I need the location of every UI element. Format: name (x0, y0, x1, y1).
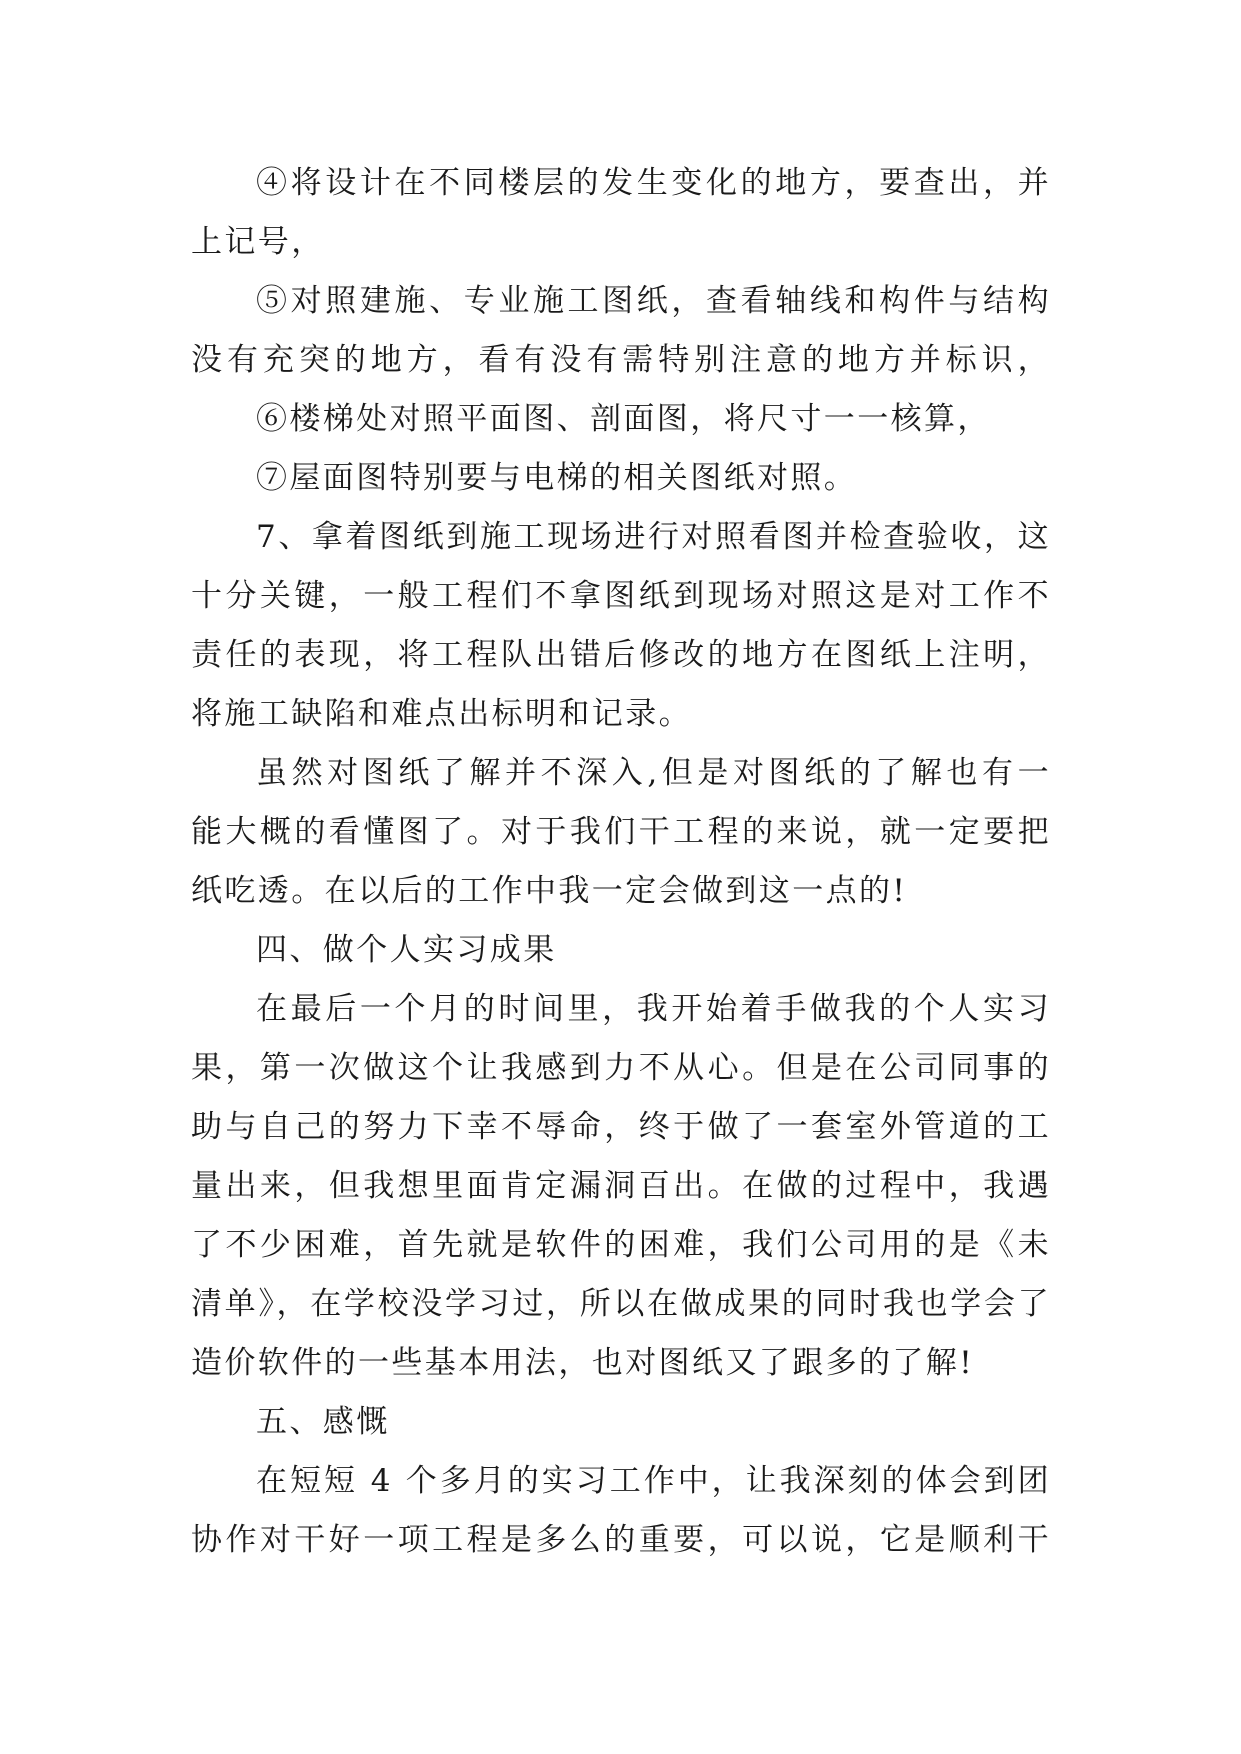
text-line: 7、拿着图纸到施工现场进行对照看图并检查验收，这 (256, 519, 1051, 555)
text-line: 量出来，但我想里面肯定漏洞百出。在做的过程中，我遇 (191, 1168, 1051, 1204)
text-line: 十分关键，一般工程们不拿图纸到现场对照这是对工作不 (191, 578, 1051, 614)
text-line: 协作对干好一项工程是多么的重要，可以说，它是顺利干 (191, 1522, 1051, 1558)
text-line: 将施工缺陷和难点出标明和记录。 (191, 696, 692, 732)
text-line: 责任的表现，将工程队出错后修改的地方在图纸上注明， (191, 637, 1051, 673)
text-line: 上记号， (191, 224, 325, 260)
text-line: ⑥楼梯处对照平面图、剖面图，将尺寸一一核算， (256, 401, 991, 437)
text-line: 虽然对图纸了解并不深入,但是对图纸的了解也有一 (256, 755, 1051, 791)
text-line: 在短短 4 个多月的实习工作中，让我深刻的体会到团 (256, 1463, 1051, 1499)
text-line: ⑤对照建施、专业施工图纸，查看轴线和构件与结构 (256, 283, 1051, 319)
text-line: 在最后一个月的时间里，我开始着手做我的个人实习 (256, 991, 1051, 1027)
text-line: ④将设计在不同楼层的发生变化的地方，要查出，并 (256, 165, 1051, 201)
section-heading: 五、感慨 (256, 1404, 390, 1440)
text-line: 没有充突的地方，看有没有需特别注意的地方并标识， (191, 342, 1051, 378)
text-line: 造价软件的一些基本用法，也对图纸又了跟多的了解! (191, 1345, 975, 1381)
text-line: 了不少困难，首先就是软件的困难，我们公司用的是《未 (191, 1227, 1051, 1263)
section-heading: 四、做个人实习成果 (256, 932, 557, 968)
text-line: 能大概的看懂图了。对于我们干工程的来说，就一定要把 (191, 814, 1051, 850)
text-line: 纸吃透。在以后的工作中我一定会做到这一点的! (191, 873, 908, 909)
text-line: 清单》，在学校没学习过，所以在做成果的同时我也学会了 (191, 1286, 1051, 1322)
text-line: ⑦屋面图特别要与电梯的相关图纸对照。 (256, 460, 858, 496)
text-line: 果，第一次做这个让我感到力不从心。但是在公司同事的 (191, 1050, 1051, 1086)
text-line: 助与自己的努力下幸不辱命，终于做了一套室外管道的工 (191, 1109, 1051, 1145)
